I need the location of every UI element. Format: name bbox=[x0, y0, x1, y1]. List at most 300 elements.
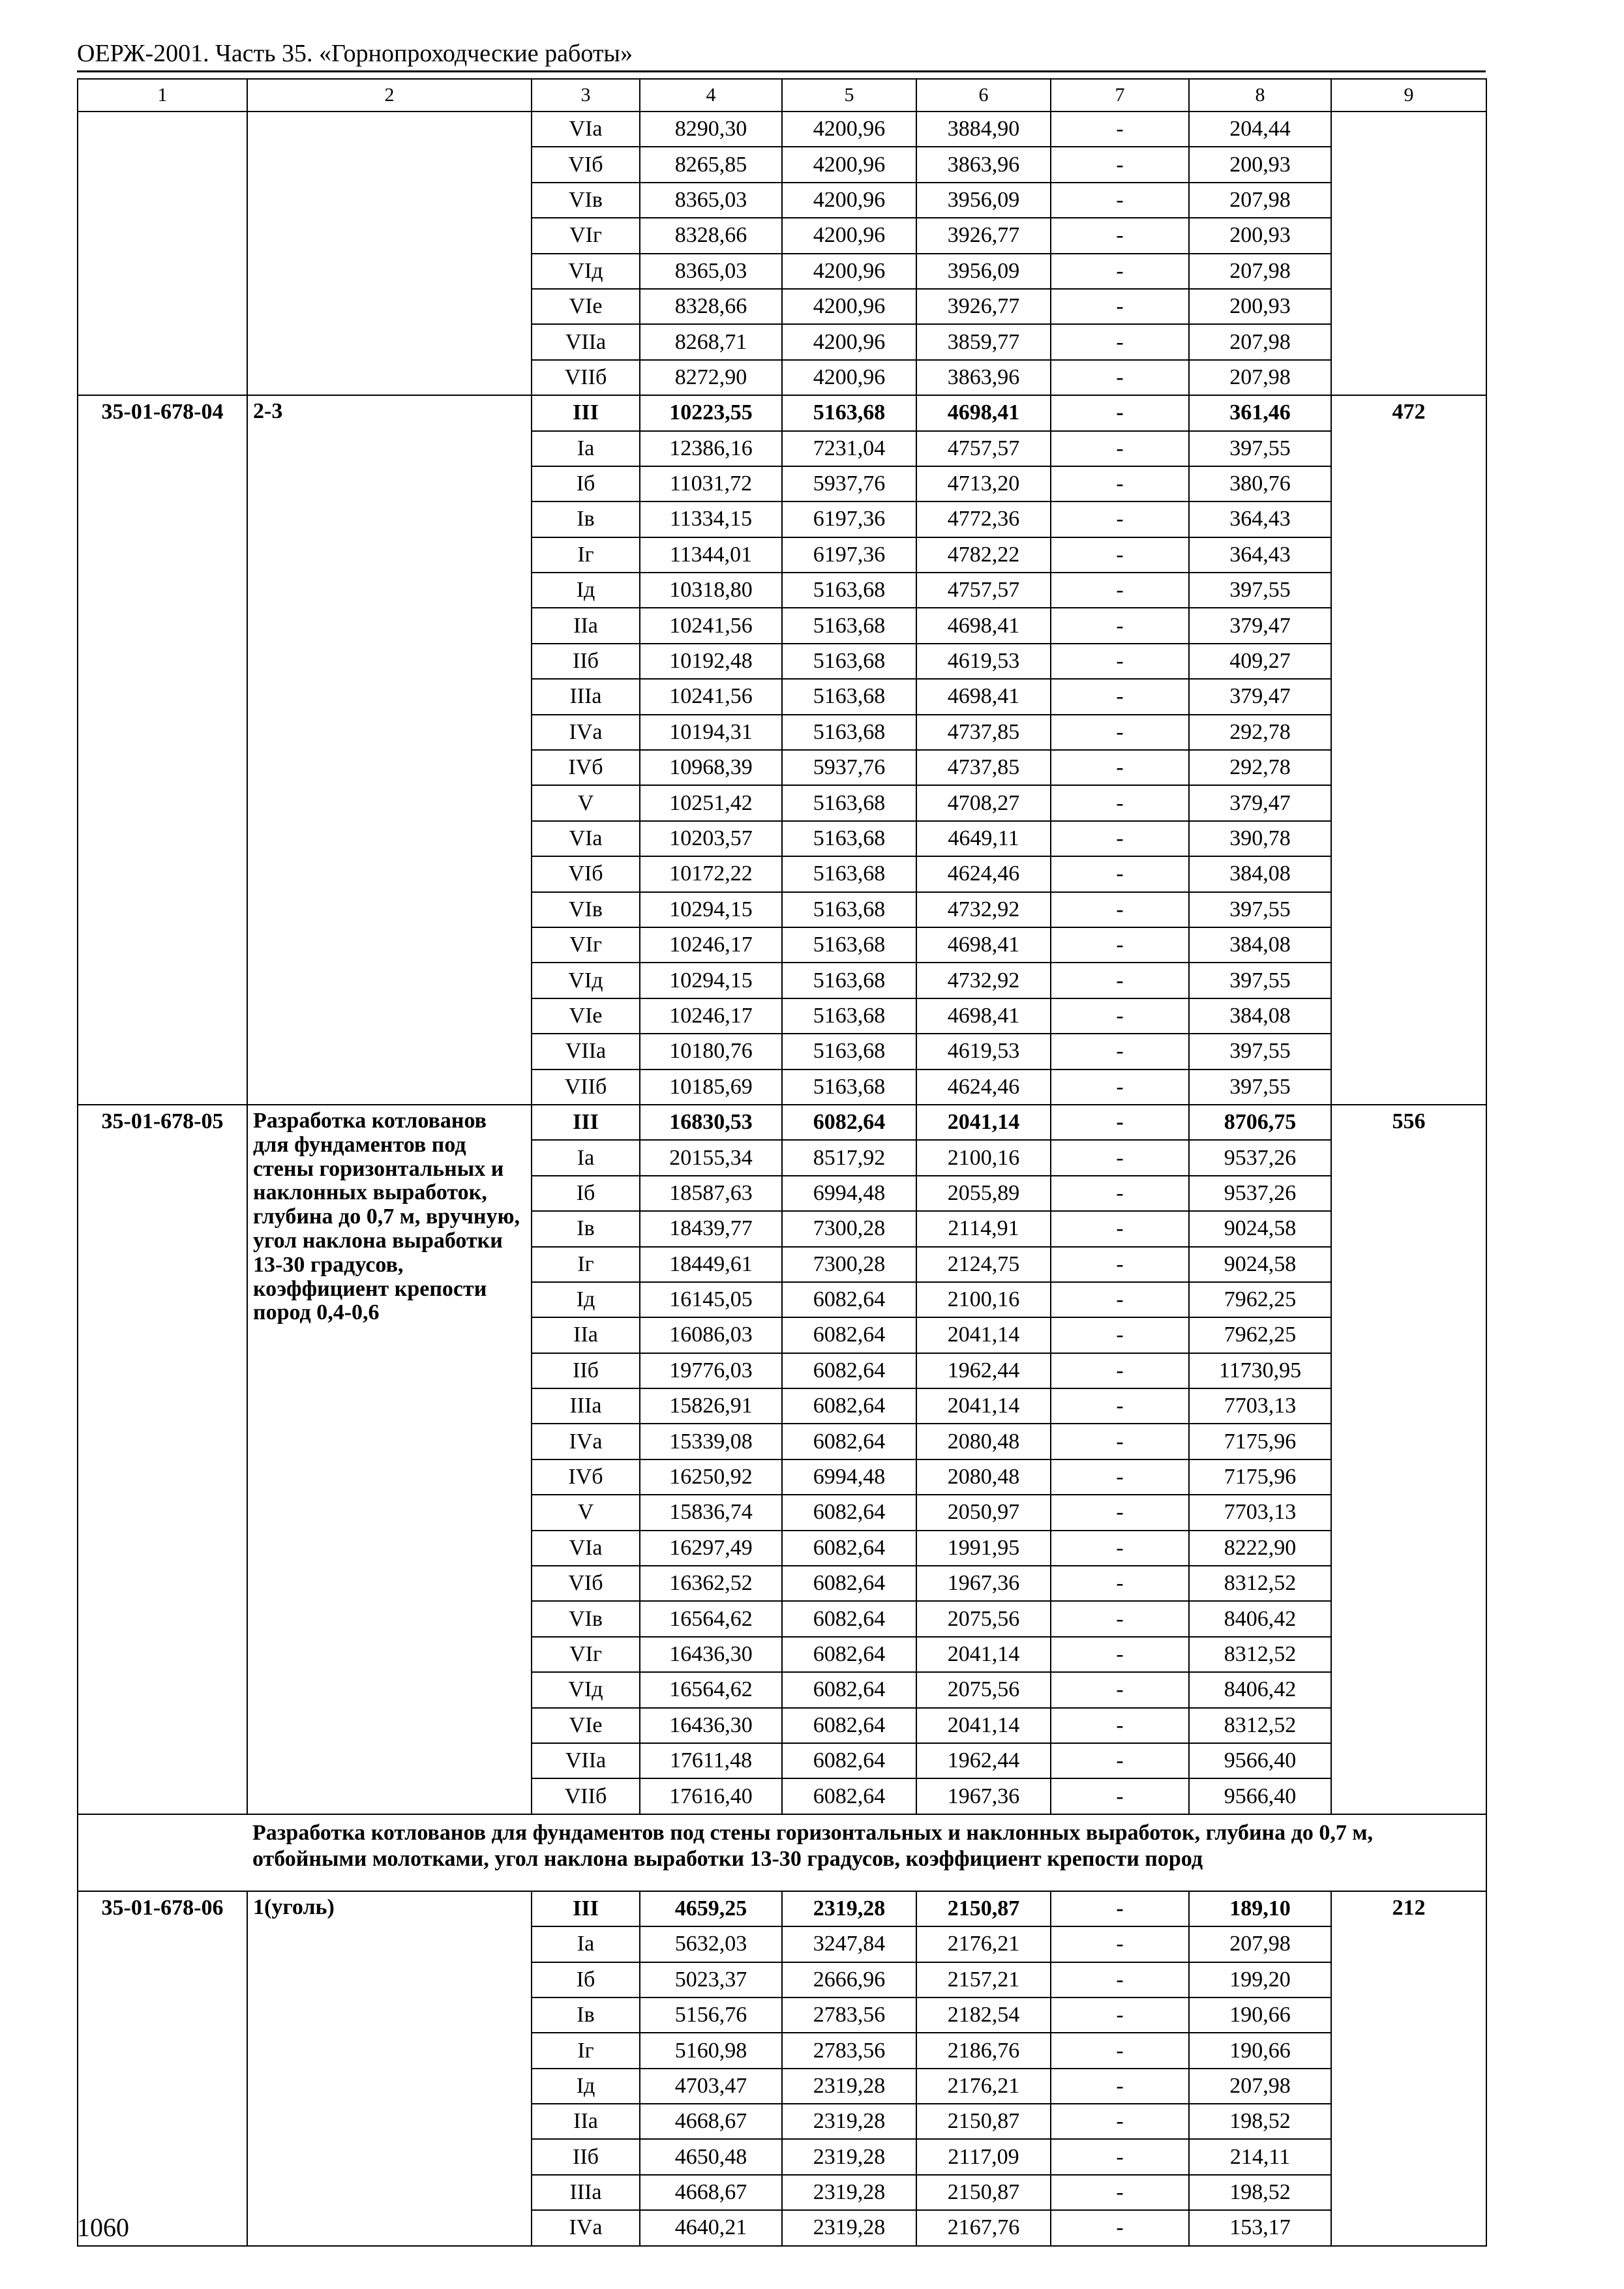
total-cost-cell: 10294,15 bbox=[640, 963, 782, 998]
machines-cell: 4757,57 bbox=[916, 431, 1051, 466]
rock-group-cell: V bbox=[532, 785, 640, 820]
rock-group-cell: Iб bbox=[532, 1962, 640, 1997]
wages-cell: 5163,68 bbox=[782, 715, 916, 750]
total-cost-cell: 15836,74 bbox=[640, 1495, 782, 1530]
rock-group-cell: VIб bbox=[532, 1566, 640, 1601]
materials-cell: 292,78 bbox=[1189, 750, 1331, 785]
price-table bbox=[77, 78, 1487, 2247]
materials-cell: 361,46 bbox=[1189, 395, 1331, 430]
materials-cell: 7962,25 bbox=[1189, 1317, 1331, 1353]
rock-group-cell: Iб bbox=[532, 466, 640, 501]
total-cost-cell: 16297,49 bbox=[640, 1531, 782, 1566]
machines-cell: 4737,85 bbox=[916, 750, 1051, 785]
rock-group-cell: IIIа bbox=[532, 679, 640, 714]
total-cost-cell: 4668,67 bbox=[640, 2175, 782, 2210]
materials-cell: 200,93 bbox=[1189, 147, 1331, 182]
wages-cell: 7231,04 bbox=[782, 431, 916, 466]
driver-wages-cell: - bbox=[1051, 2175, 1189, 2210]
materials-cell: 9024,58 bbox=[1189, 1211, 1331, 1246]
machines-cell: 3926,77 bbox=[916, 289, 1051, 324]
materials-cell: 199,20 bbox=[1189, 1962, 1331, 1997]
materials-cell: 11730,95 bbox=[1189, 1353, 1331, 1388]
wages-cell: 4200,96 bbox=[782, 112, 916, 147]
driver-wages-cell: - bbox=[1051, 1105, 1189, 1140]
machines-cell: 2157,21 bbox=[916, 1962, 1051, 1997]
machines-cell: 4619,53 bbox=[916, 1034, 1051, 1069]
wages-cell: 6082,64 bbox=[782, 1778, 916, 1814]
rock-group-cell: VIа bbox=[532, 821, 640, 856]
total-cost-cell: 8265,85 bbox=[640, 147, 782, 182]
driver-wages-cell: - bbox=[1051, 183, 1189, 218]
wages-cell: 4200,96 bbox=[782, 183, 916, 218]
driver-wages-cell: - bbox=[1051, 2069, 1189, 2104]
machines-cell: 2186,76 bbox=[916, 2033, 1051, 2068]
column-number: 3 bbox=[532, 79, 640, 112]
driver-wages-cell: - bbox=[1051, 1778, 1189, 1814]
rock-group-cell: VIе bbox=[532, 998, 640, 1034]
materials-cell: 397,55 bbox=[1189, 573, 1331, 608]
driver-wages-cell: - bbox=[1051, 785, 1189, 820]
rock-group-cell: Iб bbox=[532, 1176, 640, 1211]
column-number: 5 bbox=[782, 79, 916, 112]
driver-wages-cell: - bbox=[1051, 1140, 1189, 1175]
wages-cell: 5163,68 bbox=[782, 608, 916, 643]
wages-cell: 7300,28 bbox=[782, 1247, 916, 1282]
total-cost-cell: 5160,98 bbox=[640, 2033, 782, 2068]
driver-wages-cell: - bbox=[1051, 1388, 1189, 1424]
rate-code-cell: 35-01-678-06 bbox=[78, 1891, 247, 2246]
driver-wages-cell: - bbox=[1051, 1317, 1189, 1353]
total-cost-cell: 8365,03 bbox=[640, 183, 782, 218]
materials-cell: 8312,52 bbox=[1189, 1708, 1331, 1743]
driver-wages-cell: - bbox=[1051, 1176, 1189, 1211]
column-number: 9 bbox=[1331, 79, 1486, 112]
machines-cell: 4708,27 bbox=[916, 785, 1051, 820]
labor-cost-cell: 472 bbox=[1331, 395, 1486, 1105]
wages-cell: 6994,48 bbox=[782, 1176, 916, 1211]
machines-cell: 3956,09 bbox=[916, 183, 1051, 218]
materials-cell: 7962,25 bbox=[1189, 1282, 1331, 1317]
materials-cell: 7703,13 bbox=[1189, 1495, 1331, 1530]
machines-cell: 2100,16 bbox=[916, 1282, 1051, 1317]
machines-cell: 1962,44 bbox=[916, 1353, 1051, 1388]
wages-cell: 5163,68 bbox=[782, 573, 916, 608]
rock-group-cell: IIIа bbox=[532, 1388, 640, 1424]
total-cost-cell: 10241,56 bbox=[640, 679, 782, 714]
materials-cell: 8312,52 bbox=[1189, 1566, 1331, 1601]
driver-wages-cell: - bbox=[1051, 1424, 1189, 1459]
machines-cell: 4624,46 bbox=[916, 856, 1051, 891]
rate-code-cell: 35-01-678-04 bbox=[78, 395, 247, 1105]
driver-wages-cell: - bbox=[1051, 573, 1189, 608]
total-cost-cell: 8328,66 bbox=[640, 289, 782, 324]
machines-cell: 4698,41 bbox=[916, 998, 1051, 1034]
materials-cell: 8406,42 bbox=[1189, 1672, 1331, 1707]
materials-cell: 200,93 bbox=[1189, 289, 1331, 324]
wages-cell: 4200,96 bbox=[782, 324, 916, 359]
machines-cell: 2150,87 bbox=[916, 2104, 1051, 2139]
total-cost-cell: 4703,47 bbox=[640, 2069, 782, 2104]
wages-cell: 2666,96 bbox=[782, 1962, 916, 1997]
total-cost-cell: 16830,53 bbox=[640, 1105, 782, 1140]
wages-cell: 7300,28 bbox=[782, 1211, 916, 1246]
machines-cell: 2176,21 bbox=[916, 1926, 1051, 1962]
machines-cell: 2150,87 bbox=[916, 2175, 1051, 2210]
materials-cell: 8706,75 bbox=[1189, 1105, 1331, 1140]
driver-wages-cell: - bbox=[1051, 821, 1189, 856]
wages-cell: 4200,96 bbox=[782, 218, 916, 253]
machines-cell: 1962,44 bbox=[916, 1743, 1051, 1778]
wages-cell: 6082,64 bbox=[782, 1637, 916, 1672]
driver-wages-cell: - bbox=[1051, 1891, 1189, 1926]
driver-wages-cell: - bbox=[1051, 2033, 1189, 2068]
driver-wages-cell: - bbox=[1051, 1282, 1189, 1317]
work-description-cell: Разработка котлованов для фундаментов под стены горизонтальных и наклонных выработок, глубина до 0,7 м, вручную, угол наклона выработки 13-30 градусов, коэффициент крепости пород 0,4-0,6 bbox=[247, 1105, 532, 1814]
machines-cell: 2041,14 bbox=[916, 1708, 1051, 1743]
machines-cell: 2050,97 bbox=[916, 1495, 1051, 1530]
document-header-title: ОЕРЖ-2001. Часть 35. «Горнопроходческие работы» bbox=[77, 40, 633, 67]
driver-wages-cell: - bbox=[1051, 2210, 1189, 2245]
table-row bbox=[78, 112, 1486, 147]
machines-cell: 3926,77 bbox=[916, 218, 1051, 253]
total-cost-cell: 20155,34 bbox=[640, 1140, 782, 1175]
materials-cell: 7703,13 bbox=[1189, 1388, 1331, 1424]
machines-cell: 1991,95 bbox=[916, 1531, 1051, 1566]
wages-cell: 8517,92 bbox=[782, 1140, 916, 1175]
rock-group-cell: IIб bbox=[532, 1353, 640, 1388]
driver-wages-cell: - bbox=[1051, 1247, 1189, 1282]
total-cost-cell: 19776,03 bbox=[640, 1353, 782, 1388]
materials-cell: 200,93 bbox=[1189, 218, 1331, 253]
wages-cell: 6082,64 bbox=[782, 1424, 916, 1459]
materials-cell: 397,55 bbox=[1189, 1034, 1331, 1069]
rock-group-cell: IIа bbox=[532, 608, 640, 643]
driver-wages-cell: - bbox=[1051, 1708, 1189, 1743]
wages-cell: 6082,64 bbox=[782, 1708, 916, 1743]
materials-cell: 379,47 bbox=[1189, 608, 1331, 643]
driver-wages-cell: - bbox=[1051, 1353, 1189, 1388]
page-number: 1060 bbox=[77, 2213, 129, 2242]
total-cost-cell: 8268,71 bbox=[640, 324, 782, 359]
section-title: Разработка котлованов для фундаментов под стены горизонтальных и наклонных выработок, глубина до 0,7 м, отбойными молотками, угол наклона выработки 13-30 градусов, коэффициент крепости пород bbox=[247, 1814, 1486, 1891]
driver-wages-cell: - bbox=[1051, 2104, 1189, 2139]
total-cost-cell: 16250,92 bbox=[640, 1459, 782, 1495]
driver-wages-cell: - bbox=[1051, 1034, 1189, 1069]
total-cost-cell: 10241,56 bbox=[640, 608, 782, 643]
total-cost-cell: 8365,03 bbox=[640, 254, 782, 289]
materials-cell: 189,10 bbox=[1189, 1891, 1331, 1926]
materials-cell: 380,76 bbox=[1189, 466, 1331, 501]
wages-cell: 5163,68 bbox=[782, 395, 916, 430]
materials-cell: 9566,40 bbox=[1189, 1778, 1331, 1814]
total-cost-cell: 4659,25 bbox=[640, 1891, 782, 1926]
machines-cell: 4732,92 bbox=[916, 892, 1051, 927]
machines-cell: 4649,11 bbox=[916, 821, 1051, 856]
machines-cell: 3863,96 bbox=[916, 360, 1051, 395]
section-header-row bbox=[78, 1814, 1486, 1891]
driver-wages-cell: - bbox=[1051, 112, 1189, 147]
rock-group-cell: VIе bbox=[532, 1708, 640, 1743]
wages-cell: 5163,68 bbox=[782, 644, 916, 679]
materials-cell: 8222,90 bbox=[1189, 1531, 1331, 1566]
wages-cell: 5163,68 bbox=[782, 785, 916, 820]
wages-cell: 4200,96 bbox=[782, 147, 916, 182]
driver-wages-cell: - bbox=[1051, 750, 1189, 785]
rock-group-cell: VIIб bbox=[532, 1778, 640, 1814]
wages-cell: 6082,64 bbox=[782, 1353, 916, 1388]
wages-cell: 2783,56 bbox=[782, 2033, 916, 2068]
machines-cell: 2041,14 bbox=[916, 1317, 1051, 1353]
machines-cell: 2041,14 bbox=[916, 1637, 1051, 1672]
total-cost-cell: 10246,17 bbox=[640, 998, 782, 1034]
total-cost-cell: 10172,22 bbox=[640, 856, 782, 891]
total-cost-cell: 10251,42 bbox=[640, 785, 782, 820]
rock-group-cell: VIд bbox=[532, 963, 640, 998]
wages-cell: 2319,28 bbox=[782, 2069, 916, 2104]
wages-cell: 6082,64 bbox=[782, 1566, 916, 1601]
work-description-cell: 2-3 bbox=[247, 395, 532, 1105]
driver-wages-cell: - bbox=[1051, 715, 1189, 750]
materials-cell: 207,98 bbox=[1189, 2069, 1331, 2104]
machines-cell: 2167,76 bbox=[916, 2210, 1051, 2245]
total-cost-cell: 4668,67 bbox=[640, 2104, 782, 2139]
total-cost-cell: 4650,48 bbox=[640, 2139, 782, 2174]
total-cost-cell: 5023,37 bbox=[640, 1962, 782, 1997]
materials-cell: 207,98 bbox=[1189, 254, 1331, 289]
rock-group-cell: IIб bbox=[532, 2139, 640, 2174]
total-cost-cell: 16086,03 bbox=[640, 1317, 782, 1353]
total-cost-cell: 16436,30 bbox=[640, 1637, 782, 1672]
wages-cell: 6082,64 bbox=[782, 1388, 916, 1424]
machines-cell: 2055,89 bbox=[916, 1176, 1051, 1211]
rock-group-cell: Iа bbox=[532, 431, 640, 466]
driver-wages-cell: - bbox=[1051, 608, 1189, 643]
machines-cell: 2075,56 bbox=[916, 1672, 1051, 1707]
rock-group-cell: VIг bbox=[532, 927, 640, 963]
rock-group-cell: VIд bbox=[532, 1672, 640, 1707]
materials-cell: 397,55 bbox=[1189, 892, 1331, 927]
total-cost-cell: 11334,15 bbox=[640, 501, 782, 537]
wages-cell: 4200,96 bbox=[782, 254, 916, 289]
materials-cell: 384,08 bbox=[1189, 927, 1331, 963]
rock-group-cell: VIб bbox=[532, 147, 640, 182]
driver-wages-cell: - bbox=[1051, 644, 1189, 679]
driver-wages-cell: - bbox=[1051, 254, 1189, 289]
table-row bbox=[78, 395, 1486, 430]
materials-cell: 9537,26 bbox=[1189, 1176, 1331, 1211]
driver-wages-cell: - bbox=[1051, 1531, 1189, 1566]
driver-wages-cell: - bbox=[1051, 1211, 1189, 1246]
machines-cell: 2117,09 bbox=[916, 2139, 1051, 2174]
driver-wages-cell: - bbox=[1051, 1637, 1189, 1672]
materials-cell: 397,55 bbox=[1189, 1070, 1331, 1105]
wages-cell: 6197,36 bbox=[782, 501, 916, 537]
column-number: 2 bbox=[247, 79, 532, 112]
driver-wages-cell: - bbox=[1051, 892, 1189, 927]
rock-group-cell: Iв bbox=[532, 1997, 640, 2033]
driver-wages-cell: - bbox=[1051, 360, 1189, 395]
rock-group-cell: Iв bbox=[532, 501, 640, 537]
total-cost-cell: 18449,61 bbox=[640, 1247, 782, 1282]
total-cost-cell: 17611,48 bbox=[640, 1743, 782, 1778]
total-cost-cell: 12386,16 bbox=[640, 431, 782, 466]
work-description-cell: 1(уголь) bbox=[247, 1891, 532, 2246]
rock-group-cell: VIг bbox=[532, 218, 640, 253]
wages-cell: 6082,64 bbox=[782, 1282, 916, 1317]
materials-cell: 198,52 bbox=[1189, 2104, 1331, 2139]
wages-cell: 2783,56 bbox=[782, 1997, 916, 2033]
materials-cell: 379,47 bbox=[1189, 785, 1331, 820]
driver-wages-cell: - bbox=[1051, 679, 1189, 714]
materials-cell: 8312,52 bbox=[1189, 1637, 1331, 1672]
machines-cell: 3884,90 bbox=[916, 112, 1051, 147]
total-cost-cell: 10185,69 bbox=[640, 1070, 782, 1105]
labor-cost-cell: 212 bbox=[1331, 1891, 1486, 2246]
driver-wages-cell: - bbox=[1051, 431, 1189, 466]
machines-cell: 2080,48 bbox=[916, 1459, 1051, 1495]
machines-cell: 1967,36 bbox=[916, 1778, 1051, 1814]
column-number: 4 bbox=[640, 79, 782, 112]
wages-cell: 6082,64 bbox=[782, 1317, 916, 1353]
header-rule bbox=[77, 70, 1486, 72]
rock-group-cell: VIIа bbox=[532, 1743, 640, 1778]
driver-wages-cell: - bbox=[1051, 1672, 1189, 1707]
rock-group-cell: IIIа bbox=[532, 2175, 640, 2210]
rate-code-cell bbox=[78, 112, 247, 395]
wages-cell: 6082,64 bbox=[782, 1743, 916, 1778]
materials-cell: 379,47 bbox=[1189, 679, 1331, 714]
machines-cell: 4624,46 bbox=[916, 1070, 1051, 1105]
rock-group-cell: IVа bbox=[532, 2210, 640, 2245]
wages-cell: 4200,96 bbox=[782, 360, 916, 395]
materials-cell: 207,98 bbox=[1189, 324, 1331, 359]
materials-cell: 204,44 bbox=[1189, 112, 1331, 147]
machines-cell: 4698,41 bbox=[916, 395, 1051, 430]
total-cost-cell: 17616,40 bbox=[640, 1778, 782, 1814]
rock-group-cell: VIе bbox=[532, 289, 640, 324]
machines-cell: 1967,36 bbox=[916, 1566, 1051, 1601]
wages-cell: 5163,68 bbox=[782, 856, 916, 891]
total-cost-cell: 8328,66 bbox=[640, 218, 782, 253]
section-blank-cell bbox=[78, 1814, 247, 1891]
wages-cell: 2319,28 bbox=[782, 2139, 916, 2174]
total-cost-cell: 10192,48 bbox=[640, 644, 782, 679]
machines-cell: 2100,16 bbox=[916, 1140, 1051, 1175]
total-cost-cell: 5632,03 bbox=[640, 1926, 782, 1962]
materials-cell: 207,98 bbox=[1189, 360, 1331, 395]
driver-wages-cell: - bbox=[1051, 1601, 1189, 1636]
rock-group-cell: VIб bbox=[532, 856, 640, 891]
machines-cell: 2150,87 bbox=[916, 1891, 1051, 1926]
wages-cell: 2319,28 bbox=[782, 2104, 916, 2139]
driver-wages-cell: - bbox=[1051, 324, 1189, 359]
materials-cell: 8406,42 bbox=[1189, 1601, 1331, 1636]
column-number: 1 bbox=[78, 79, 247, 112]
total-cost-cell: 8290,30 bbox=[640, 112, 782, 147]
rock-group-cell: IVб bbox=[532, 1459, 640, 1495]
machines-cell: 4698,41 bbox=[916, 608, 1051, 643]
driver-wages-cell: - bbox=[1051, 1070, 1189, 1105]
machines-cell: 4698,41 bbox=[916, 679, 1051, 714]
total-cost-cell: 16362,52 bbox=[640, 1566, 782, 1601]
materials-cell: 190,66 bbox=[1189, 2033, 1331, 2068]
wages-cell: 6082,64 bbox=[782, 1601, 916, 1636]
driver-wages-cell: - bbox=[1051, 147, 1189, 182]
rock-group-cell: Iд bbox=[532, 1282, 640, 1317]
total-cost-cell: 5156,76 bbox=[640, 1997, 782, 2033]
rock-group-cell: Iв bbox=[532, 1211, 640, 1246]
rock-group-cell: VIв bbox=[532, 1601, 640, 1636]
materials-cell: 9566,40 bbox=[1189, 1743, 1331, 1778]
rock-group-cell: III bbox=[532, 1891, 640, 1926]
machines-cell: 4713,20 bbox=[916, 466, 1051, 501]
materials-cell: 364,43 bbox=[1189, 501, 1331, 537]
machines-cell: 4619,53 bbox=[916, 644, 1051, 679]
driver-wages-cell: - bbox=[1051, 466, 1189, 501]
machines-cell: 2080,48 bbox=[916, 1424, 1051, 1459]
rock-group-cell: Iг bbox=[532, 1247, 640, 1282]
materials-cell: 390,78 bbox=[1189, 821, 1331, 856]
driver-wages-cell: - bbox=[1051, 927, 1189, 963]
machines-cell: 2176,21 bbox=[916, 2069, 1051, 2104]
total-cost-cell: 10318,80 bbox=[640, 573, 782, 608]
total-cost-cell: 18587,63 bbox=[640, 1176, 782, 1211]
wages-cell: 5937,76 bbox=[782, 750, 916, 785]
driver-wages-cell: - bbox=[1051, 1459, 1189, 1495]
total-cost-cell: 10194,31 bbox=[640, 715, 782, 750]
wages-cell: 5163,68 bbox=[782, 927, 916, 963]
driver-wages-cell: - bbox=[1051, 1566, 1189, 1601]
column-number: 6 bbox=[916, 79, 1051, 112]
machines-cell: 4732,92 bbox=[916, 963, 1051, 998]
total-cost-cell: 11344,01 bbox=[640, 537, 782, 573]
driver-wages-cell: - bbox=[1051, 1743, 1189, 1778]
total-cost-cell: 4640,21 bbox=[640, 2210, 782, 2245]
driver-wages-cell: - bbox=[1051, 501, 1189, 537]
table-row bbox=[78, 1891, 1486, 1926]
rock-group-cell: VIIа bbox=[532, 324, 640, 359]
materials-cell: 153,17 bbox=[1189, 2210, 1331, 2245]
rock-group-cell: VIIб bbox=[532, 1070, 640, 1105]
materials-cell: 190,66 bbox=[1189, 1997, 1331, 2033]
machines-cell: 3859,77 bbox=[916, 324, 1051, 359]
materials-cell: 364,43 bbox=[1189, 537, 1331, 573]
wages-cell: 5163,68 bbox=[782, 821, 916, 856]
labor-cost-cell: 556 bbox=[1331, 1105, 1486, 1814]
rock-group-cell: VIг bbox=[532, 1637, 640, 1672]
rock-group-cell: IVа bbox=[532, 715, 640, 750]
driver-wages-cell: - bbox=[1051, 1962, 1189, 1997]
wages-cell: 6082,64 bbox=[782, 1495, 916, 1530]
machines-cell: 4757,57 bbox=[916, 573, 1051, 608]
wages-cell: 6994,48 bbox=[782, 1459, 916, 1495]
driver-wages-cell: - bbox=[1051, 395, 1189, 430]
materials-cell: 198,52 bbox=[1189, 2175, 1331, 2210]
wages-cell: 6082,64 bbox=[782, 1672, 916, 1707]
column-number: 8 bbox=[1189, 79, 1331, 112]
rock-group-cell: VIв bbox=[532, 892, 640, 927]
rock-group-cell: VIа bbox=[532, 112, 640, 147]
rock-group-cell: Iа bbox=[532, 1140, 640, 1175]
work-description-cell bbox=[247, 112, 532, 395]
column-number: 7 bbox=[1051, 79, 1189, 112]
materials-cell: 9537,26 bbox=[1189, 1140, 1331, 1175]
driver-wages-cell: - bbox=[1051, 1926, 1189, 1962]
wages-cell: 6082,64 bbox=[782, 1531, 916, 1566]
machines-cell: 2114,91 bbox=[916, 1211, 1051, 1246]
rock-group-cell: IIа bbox=[532, 1317, 640, 1353]
labor-cost-cell bbox=[1331, 112, 1486, 395]
